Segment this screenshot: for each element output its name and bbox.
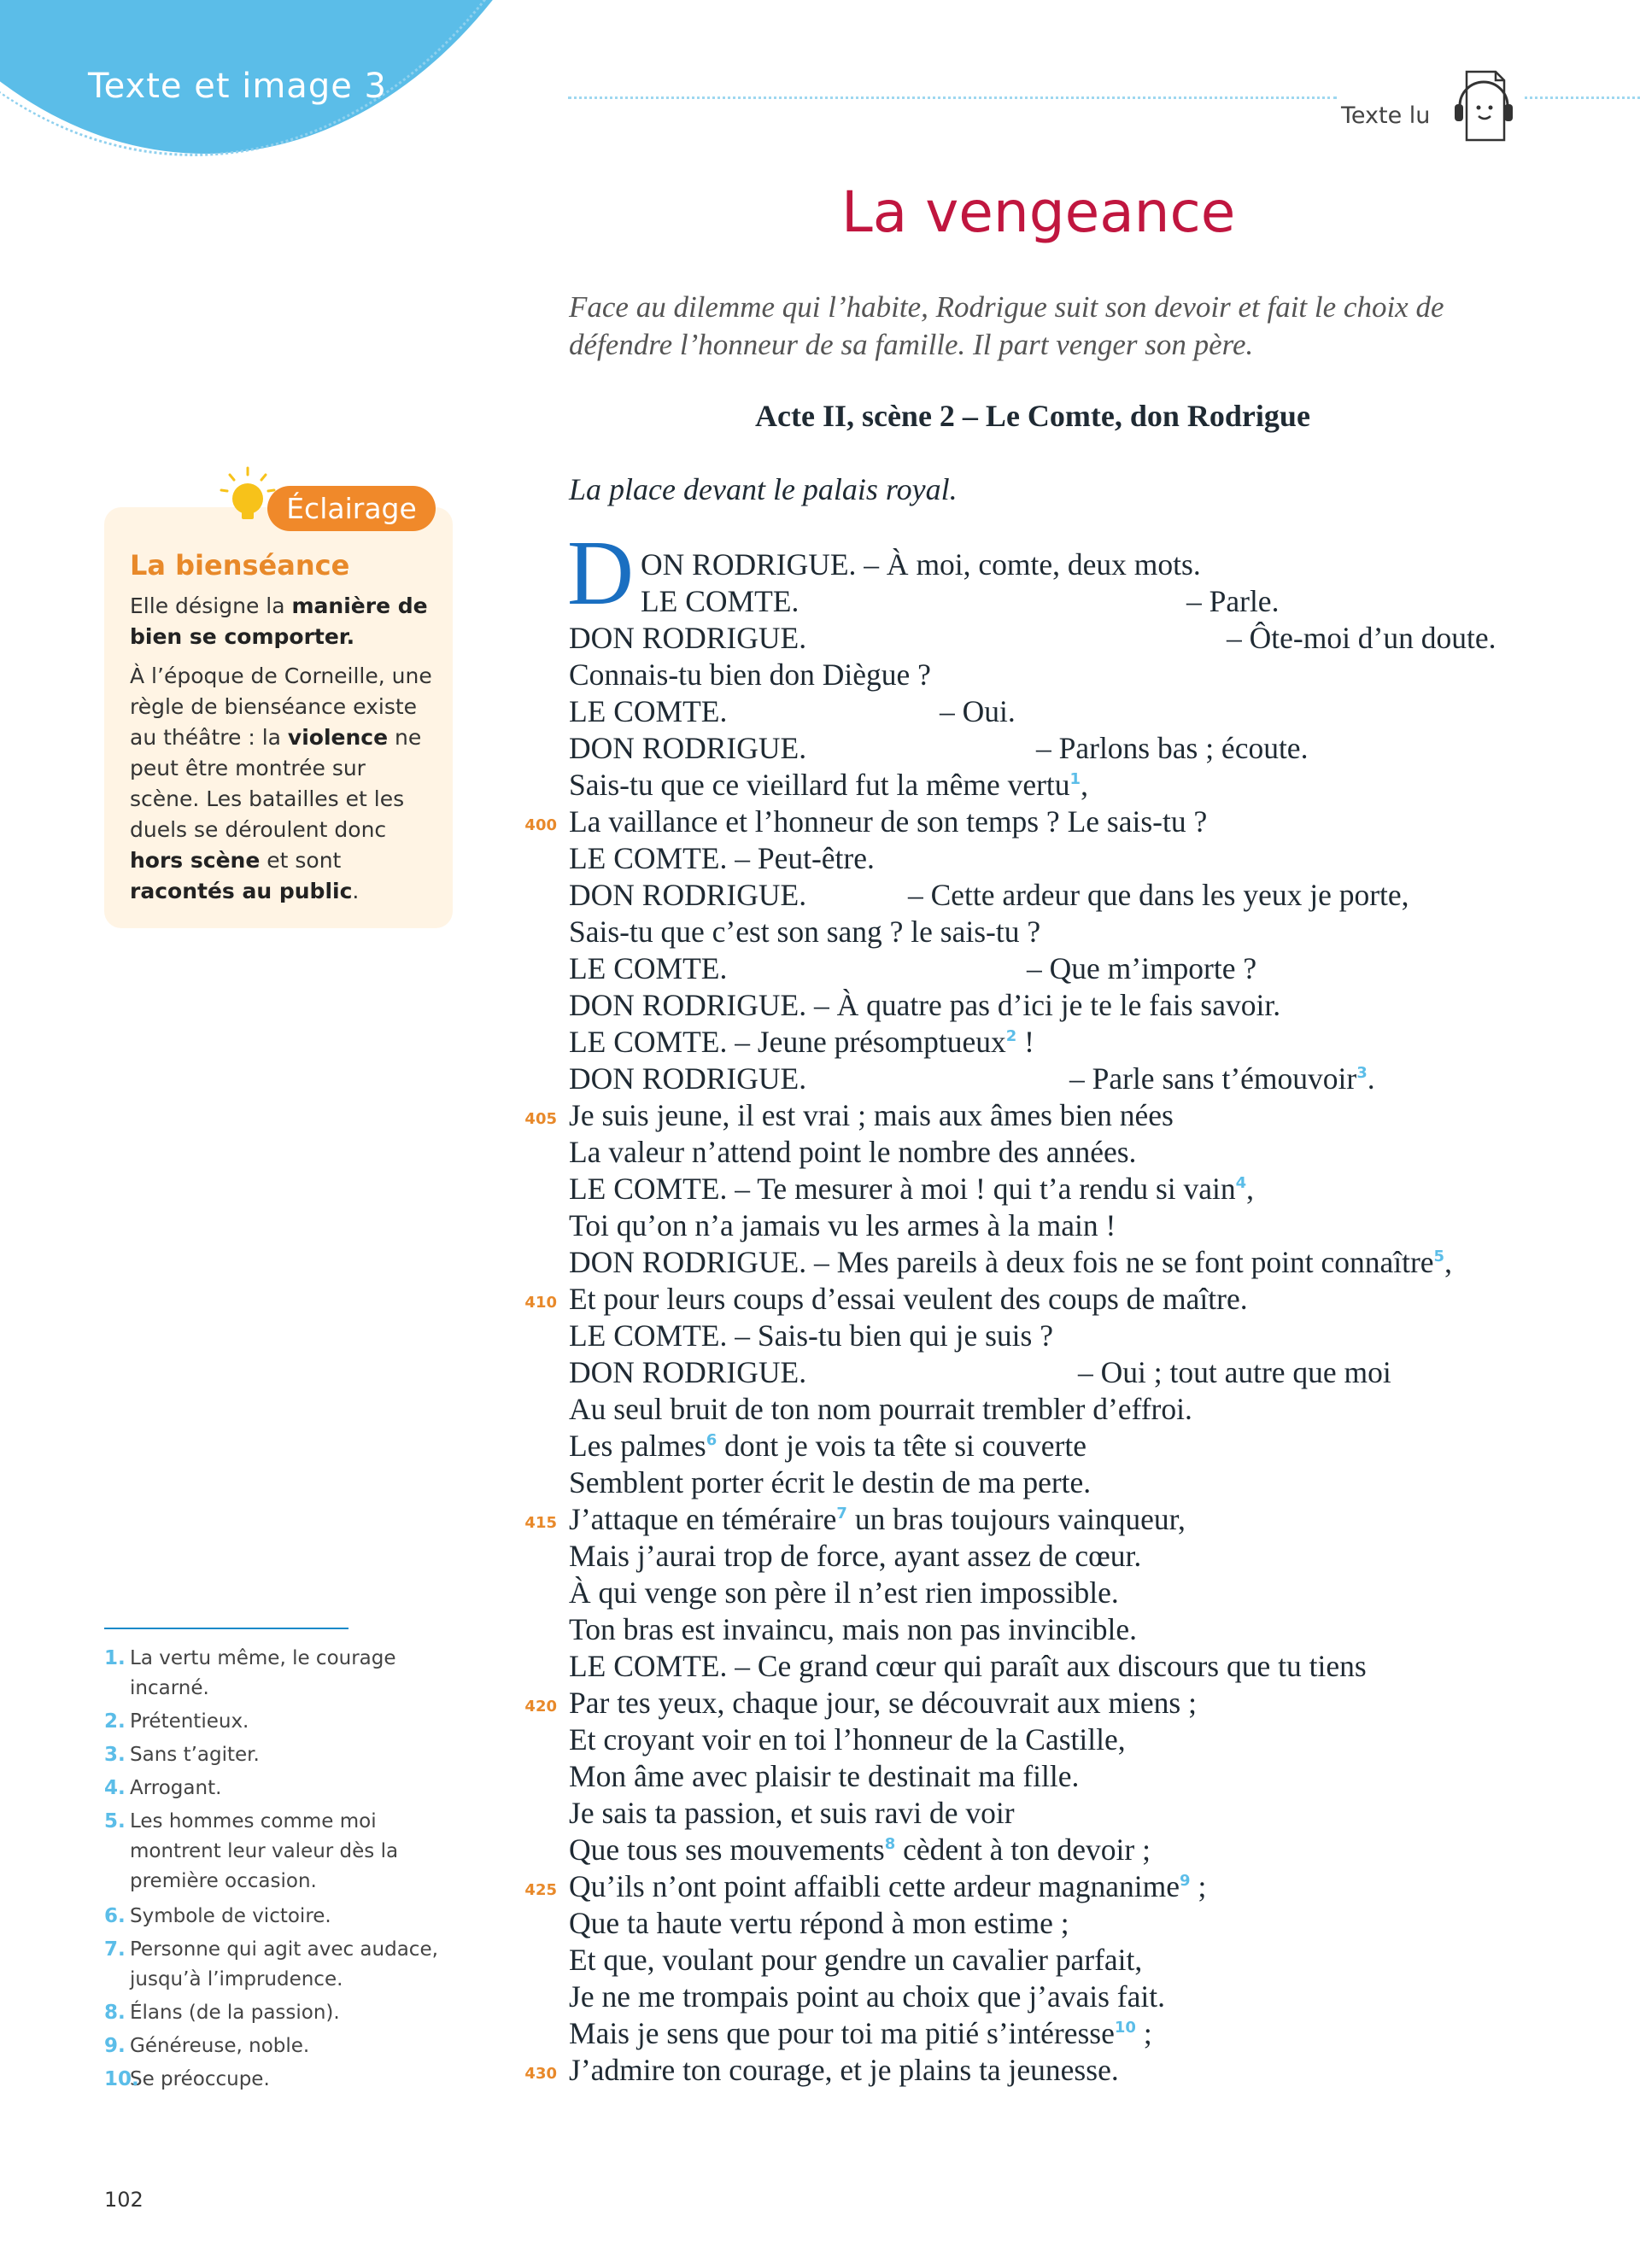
intro-text: Face au dilemme qui l’habite, Rodrigue suit son devoir et fait le choix de défendre l’honneur de sa famille. Il part venger son père. — [569, 290, 1444, 361]
verse-line: Je sais ta passion, et suis ravi de voir — [569, 1796, 1015, 1830]
footnote: 9. Généreuse, noble. — [104, 2035, 310, 2057]
verse-line: Ton bras est invaincu, mais non pas invincible. — [569, 1612, 1137, 1646]
eclairage-tag: Éclairage — [267, 486, 436, 531]
footnote: 4. Arrogant. — [104, 1777, 222, 1799]
verse-line: – Oui ; tout autre que moi — [1078, 1355, 1391, 1389]
line-number: 420 — [524, 1698, 557, 1716]
verse-line: DON RODRIGUE. — [569, 1355, 807, 1389]
verse-line: Je suis jeune, il est vrai ; mais aux âmes bien nées — [569, 1098, 1174, 1132]
verse-line: Que ta haute vertu répond à mon estime ; — [569, 1906, 1069, 1940]
verse-line: – Oui. — [940, 694, 1016, 728]
verse-line: ON RODRIGUE. – À moi, comte, deux mots. — [641, 547, 1201, 582]
footnote: 10. Se préoccupe. — [104, 2068, 270, 2090]
verse-line: – Cette ardeur que dans les yeux je porte, — [908, 878, 1409, 912]
verse-line: LE COMTE. — [569, 694, 728, 728]
verse-line: Connais-tu bien don Diègue ? — [569, 658, 931, 692]
footnote: 3. Sans t’agiter. — [104, 1744, 260, 1766]
header-dotted-line-right — [1525, 96, 1640, 99]
headphones-icon[interactable] — [1450, 68, 1518, 143]
verse-line: Que tous ses mouvements$^8$ cèdent à ton devoir ; — [569, 1833, 1151, 1867]
eclairage-paragraph-2: À l’époque de Corneille, une règle de bienséance existe au théâtre : la violence ne peut être montrée sur scène. Les batailles et les duels se déroulent donc hors scène et sont racontés au public. — [130, 663, 432, 903]
page-title: La vengeance — [841, 179, 1236, 245]
verse-line: LE COMTE. – Sais-tu bien qui je suis ? — [569, 1318, 1053, 1353]
line-number: 410 — [524, 1294, 557, 1312]
verse-line: Je ne me trompais point au choix que j’avais fait. — [569, 1979, 1165, 2014]
verse-line: J’admire ton courage, et je plains ta jeunesse. — [569, 2053, 1119, 2087]
footnote: 7. Personne qui agit avec audace, jusqu’à l’imprudence. — [104, 1938, 438, 1990]
line-number: 400 — [524, 816, 557, 834]
footnotes-rule — [104, 1628, 348, 1629]
verse-line: Par tes yeux, chaque jour, se découvrait aux miens ; — [569, 1686, 1197, 1720]
verse-line: La vaillance et l’honneur de son temps ? Le sais-tu ? — [569, 804, 1208, 839]
verse-line: Mais je sens que pour toi ma pitié s’intéresse$^{10}$ ; — [569, 2016, 1152, 2050]
verse-line: Mais j’aurai trop de force, ayant assez de cœur. — [569, 1539, 1142, 1573]
verse-line: Semblent porter écrit le destin de ma perte. — [569, 1465, 1092, 1499]
eclairage-title: La bienséance — [130, 549, 350, 582]
footnote: 2. Prétentieux. — [104, 1710, 249, 1733]
act-heading: Acte II, scène 2 – Le Comte, don Rodrigue — [755, 399, 1310, 433]
verse-line: Au seul bruit de ton nom pourrait trembler d’effroi. — [569, 1392, 1192, 1426]
verse-line: LE COMTE. – Te mesurer à moi ! qui t’a rendu si vain$^4$, — [569, 1172, 1255, 1206]
footnote: 5. Les hommes comme moi montrent leur valeur dès la première occasion. — [104, 1810, 399, 1892]
verse-line: DON RODRIGUE. — [569, 731, 807, 765]
verse-line: – Parlons bas ; écoute. — [1036, 731, 1309, 765]
verse-line: – Ôte-moi d’un doute. — [1227, 621, 1496, 655]
footnote: 1. La vertu même, le courage incarné. — [104, 1647, 396, 1699]
audio-label[interactable]: Texte lu — [1341, 102, 1431, 129]
verse-line: LE COMTE. – Jeune présomptueux$^2$ ! — [569, 1025, 1034, 1059]
verse-line: Mon âme avec plaisir te destinait ma fille. — [569, 1759, 1080, 1793]
header-dotted-line — [568, 96, 1337, 99]
footnote: 6. Symbole de victoire. — [104, 1905, 331, 1927]
verse-line: Sais-tu que ce vieillard fut la même vertu$^1$, — [569, 768, 1088, 802]
verse-line: La valeur n’attend point le nombre des années. — [569, 1135, 1137, 1169]
verse-line: DON RODRIGUE. — [569, 621, 807, 655]
stage-direction: La place devant le palais royal. — [569, 472, 958, 506]
verse-line: LE COMTE. — [569, 951, 728, 985]
verse-line: – Que m’importe ? — [1027, 951, 1257, 985]
footnote: 8. Élans (de la passion). — [104, 2002, 340, 2024]
verse-line: À qui venge son père il n’est rien impossible. — [569, 1575, 1119, 1610]
page-number: 102 — [104, 2188, 144, 2212]
line-number: 430 — [524, 2065, 557, 2083]
verse-line: LE COMTE. – Peut-être. — [569, 841, 875, 875]
verse-line: Sais-tu que c’est son sang ? le sais-tu ? — [569, 915, 1041, 949]
verse-line: DON RODRIGUE. — [569, 1061, 807, 1096]
verse-line: Qu’ils n’ont point affaibli cette ardeur magnanime$^9$ ; — [569, 1869, 1207, 1903]
verse-line: Toi qu’on n’a jamais vu les armes à la main ! — [569, 1208, 1116, 1242]
line-number: 405 — [524, 1110, 557, 1128]
dropcap: D — [567, 523, 634, 624]
line-number: 425 — [524, 1881, 557, 1899]
verse-line: DON RODRIGUE. – Mes pareils à deux fois ne se font point connaître$^5$, — [569, 1245, 1452, 1279]
line-number: 415 — [524, 1514, 557, 1532]
verse-line: DON RODRIGUE. – À quatre pas d’ici je te le fais savoir. — [569, 988, 1281, 1022]
verse-line: LE COMTE. – Ce grand cœur qui paraît aux discours que tu tiens — [569, 1649, 1367, 1683]
eclairage-paragraph-1: Elle désigne la manière de bien se comporter. — [130, 593, 428, 649]
verse-line: Et pour leurs coups d’essai veulent des coups de maître. — [569, 1282, 1248, 1316]
verse-line: – Parle sans t’émouvoir$^3$. — [1069, 1061, 1375, 1096]
verse-line: – Parle. — [1186, 584, 1280, 618]
verse-line: J’attaque en téméraire$^7$ un bras toujours vainqueur, — [569, 1502, 1186, 1536]
verse-line: Et que, voulant pour gendre un cavalier parfait, — [569, 1943, 1143, 1977]
verse-line: DON RODRIGUE. — [569, 878, 807, 912]
verse-line: LE COMTE. — [641, 584, 800, 618]
verse-line: Les palmes$^6$ dont je vois ta tête si couverte — [569, 1429, 1086, 1463]
section-label: Texte et image 3 — [88, 67, 387, 106]
verse-line: Et croyant voir en toi l’honneur de la Castille, — [569, 1722, 1126, 1757]
